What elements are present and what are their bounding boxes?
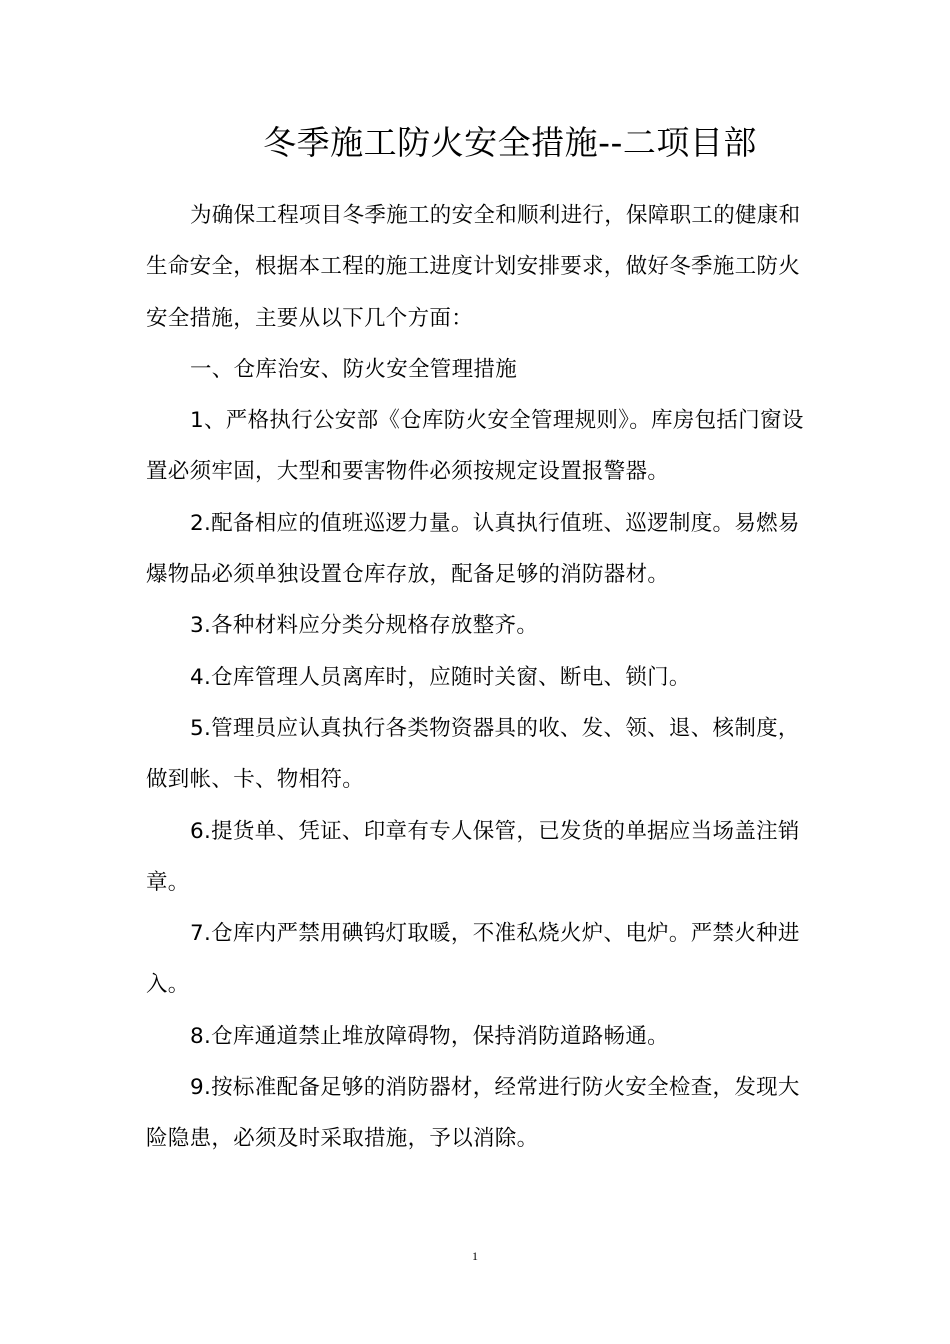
section-heading: 一、仓库治安、防火安全管理措施: [190, 356, 518, 382]
list-item: 7.仓库内严禁用碘钨灯取暖，不准私烧火炉、电炉。严禁火种进入。: [146, 921, 800, 998]
document-title: 冬季施工防火安全措施--二项目部: [263, 123, 757, 162]
list-item: 8.仓库通道禁止堆放障碍物，保持消防道路畅通。: [190, 1023, 669, 1049]
list-item: 1、严格执行公安部《仓库防火安全管理规则》。库房包括门窗设置必须牢固，大型和要害物件必须按规定设置报警器。: [146, 408, 804, 485]
document-body: [146, 190, 806, 1165]
list-item: 3.各种材料应分类分规格存放整齐。: [190, 613, 539, 639]
intro-paragraph: 为确保工程项目冬季施工的安全和顺利进行，保障职工的健康和生命安全，根据本工程的施工进度计划安排要求，做好冬季施工防火安全措施，主要从以下几个方面：: [146, 203, 801, 331]
list-item: 2.配备相应的值班巡逻力量。认真执行值班、巡逻制度。易燃易爆物品必须单独设置仓库存放，配备足够的消防器材。: [146, 510, 800, 588]
page-number: 1: [472, 1249, 478, 1263]
list-item: 6.提货单、凭证、印章有专人保管，已发货的单据应当场盖注销章。: [146, 818, 800, 895]
list-item: 5.管理员应认真执行各类物资器具的收、发、领、退、核制度，做到帐、卡、物相符。: [146, 715, 800, 793]
list-item: 9.按标准配备足够的消防器材，经常进行防火安全检查，发现大险隐患，必须及时采取措施，予以消除。: [146, 1075, 800, 1152]
list-item: 4.仓库管理人员离库时，应随时关窗、断电、锁门。: [190, 664, 691, 690]
